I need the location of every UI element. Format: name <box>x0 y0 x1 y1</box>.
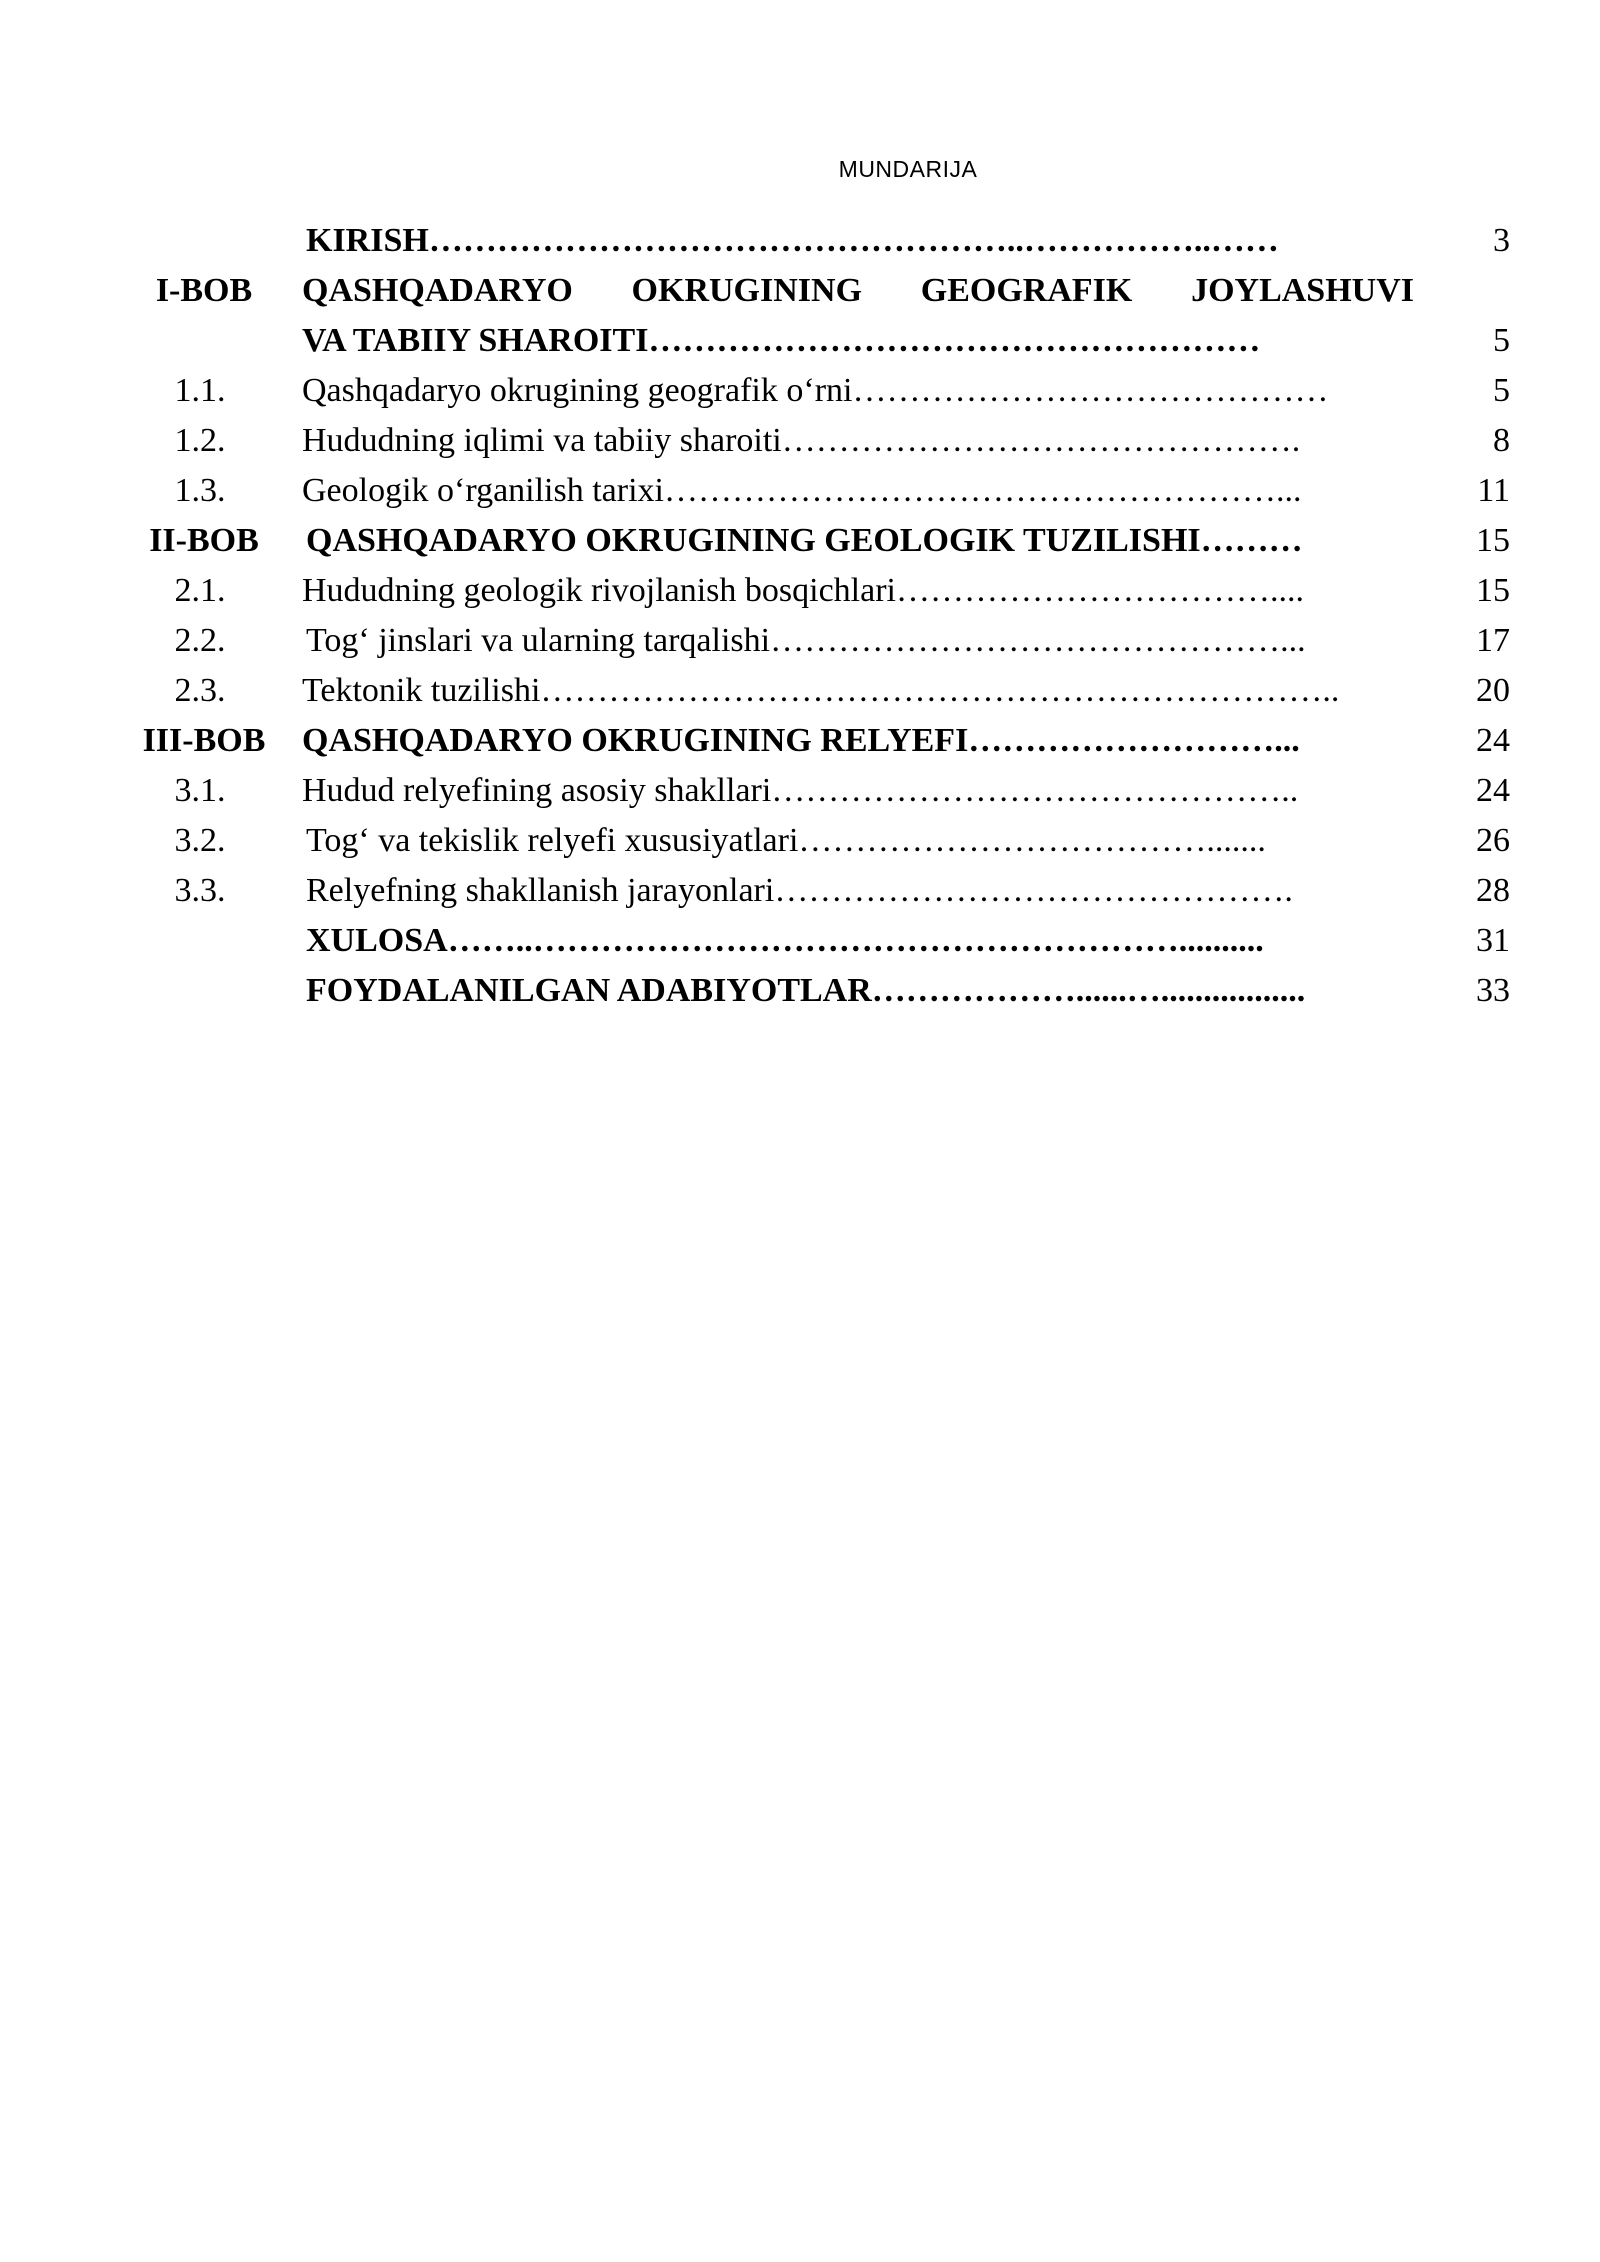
toc-entry-2-1[interactable] <box>0 566 1600 616</box>
toc-section-number: 3.3. <box>174 872 226 909</box>
toc-entry-1-2[interactable] <box>0 416 1600 466</box>
toc-entry-chapter-1-continued[interactable] <box>0 316 1600 366</box>
toc-entry-title: Hududning iqlimi va tabiiy sharoiti………………………………………. <box>302 422 1301 459</box>
toc-entry-page: 5 <box>1493 372 1510 409</box>
toc-entry-title: KIRISH……………………………………………..……………..…… <box>306 222 1279 259</box>
toc-entry-page: 26 <box>1476 822 1510 859</box>
toc-section-number: 1.3. <box>174 472 226 509</box>
toc-heading: MUNDARIJA <box>838 156 978 182</box>
toc-section-number: 3.2. <box>174 822 226 859</box>
toc-entry-1-1[interactable] <box>0 366 1600 416</box>
toc-entry-page: 20 <box>1476 672 1510 709</box>
toc-entry-page: 15 <box>1476 522 1510 559</box>
toc-entry-title: Tektonik tuzilishi…………………………………………………………….. <box>302 672 1340 709</box>
toc-entry-title: Qashqadaryo okrugining geografik o‘rni…………………………………… <box>302 372 1329 409</box>
toc-entry-page: 8 <box>1493 422 1510 459</box>
toc-section-number: 2.3. <box>174 672 226 709</box>
toc-entry-3-2[interactable] <box>0 816 1600 866</box>
toc-entry-page: 11 <box>1477 472 1510 509</box>
toc-section-number: 2.1. <box>174 572 226 609</box>
toc-entry-title: VA TABIIY SHAROITI……………………………………………… <box>302 322 1261 359</box>
toc-entry-page: 24 <box>1476 772 1510 809</box>
toc-entry-3-3[interactable] <box>0 866 1600 916</box>
toc-entry-title: QASHQADARYO OKRUGINING GEOLOGIK TUZILISHI……… <box>306 522 1303 559</box>
toc-entry-page: 15 <box>1476 572 1510 609</box>
toc-entry-chapter-3[interactable] <box>0 716 1600 766</box>
toc-entry-page: 17 <box>1476 622 1510 659</box>
toc-section-number: 3.1. <box>174 772 226 809</box>
toc-chapter-number: II-BOB <box>149 522 259 559</box>
toc-entry-2-2[interactable] <box>0 616 1600 666</box>
toc-entry-conclusion[interactable] <box>0 916 1600 966</box>
toc-entry-title: Geologik o‘rganilish tarixi………………………………………………... <box>302 472 1302 509</box>
toc-entry-title: Hududning geologik rivojlanish bosqichlari…………………………….... <box>302 572 1304 609</box>
toc-section-number: 2.2. <box>174 622 226 659</box>
toc-section-number: 1.1. <box>174 372 226 409</box>
toc-entry-page: 28 <box>1476 872 1510 909</box>
toc-entry-title: XULOSA……..………………………………………………….......... <box>306 922 1264 959</box>
toc-entry-1-3[interactable] <box>0 466 1600 516</box>
toc-entry-title: Relyefning shakllanish jarayonlari………………………………………. <box>306 872 1293 909</box>
toc-entry-title: QASHQADARYO OKRUGINING GEOGRAFIK JOYLASHUVI <box>302 272 1414 309</box>
toc-entry-page: 5 <box>1493 322 1510 359</box>
toc-entry-chapter-2[interactable] <box>0 516 1600 566</box>
toc-chapter-number: III-BOB <box>142 722 266 759</box>
toc-entry-2-3[interactable] <box>0 666 1600 716</box>
toc-entry-page: 3 <box>1493 222 1510 259</box>
toc-entry-title: FOYDALANILGAN ADABIYOTLAR………………......…................. <box>306 972 1306 1009</box>
toc-entry-chapter-1[interactable] <box>0 266 1600 316</box>
toc-entry-references[interactable] <box>0 966 1600 1016</box>
toc-entry-title: Tog‘ va tekislik relyefi xususiyatlari………………………………....... <box>306 822 1266 859</box>
toc-entry-page: 31 <box>1476 922 1510 959</box>
toc-entry-title: Hudud relyefining asosiy shakllari……………………………………….. <box>302 772 1299 809</box>
toc-entry-page: 33 <box>1476 972 1510 1009</box>
toc-entry-3-1[interactable] <box>0 766 1600 816</box>
toc-section-number: 1.2. <box>174 422 226 459</box>
toc-entry-page: 24 <box>1476 722 1510 759</box>
toc-entry-intro[interactable] <box>0 216 1600 266</box>
toc-entry-title: QASHQADARYO OKRUGINING RELYEFI………………………... <box>302 722 1300 759</box>
toc-entry-title: Tog‘ jinslari va ularning tarqalishi………………………………………... <box>306 622 1306 659</box>
toc-chapter-number: I-BOB <box>155 272 253 309</box>
